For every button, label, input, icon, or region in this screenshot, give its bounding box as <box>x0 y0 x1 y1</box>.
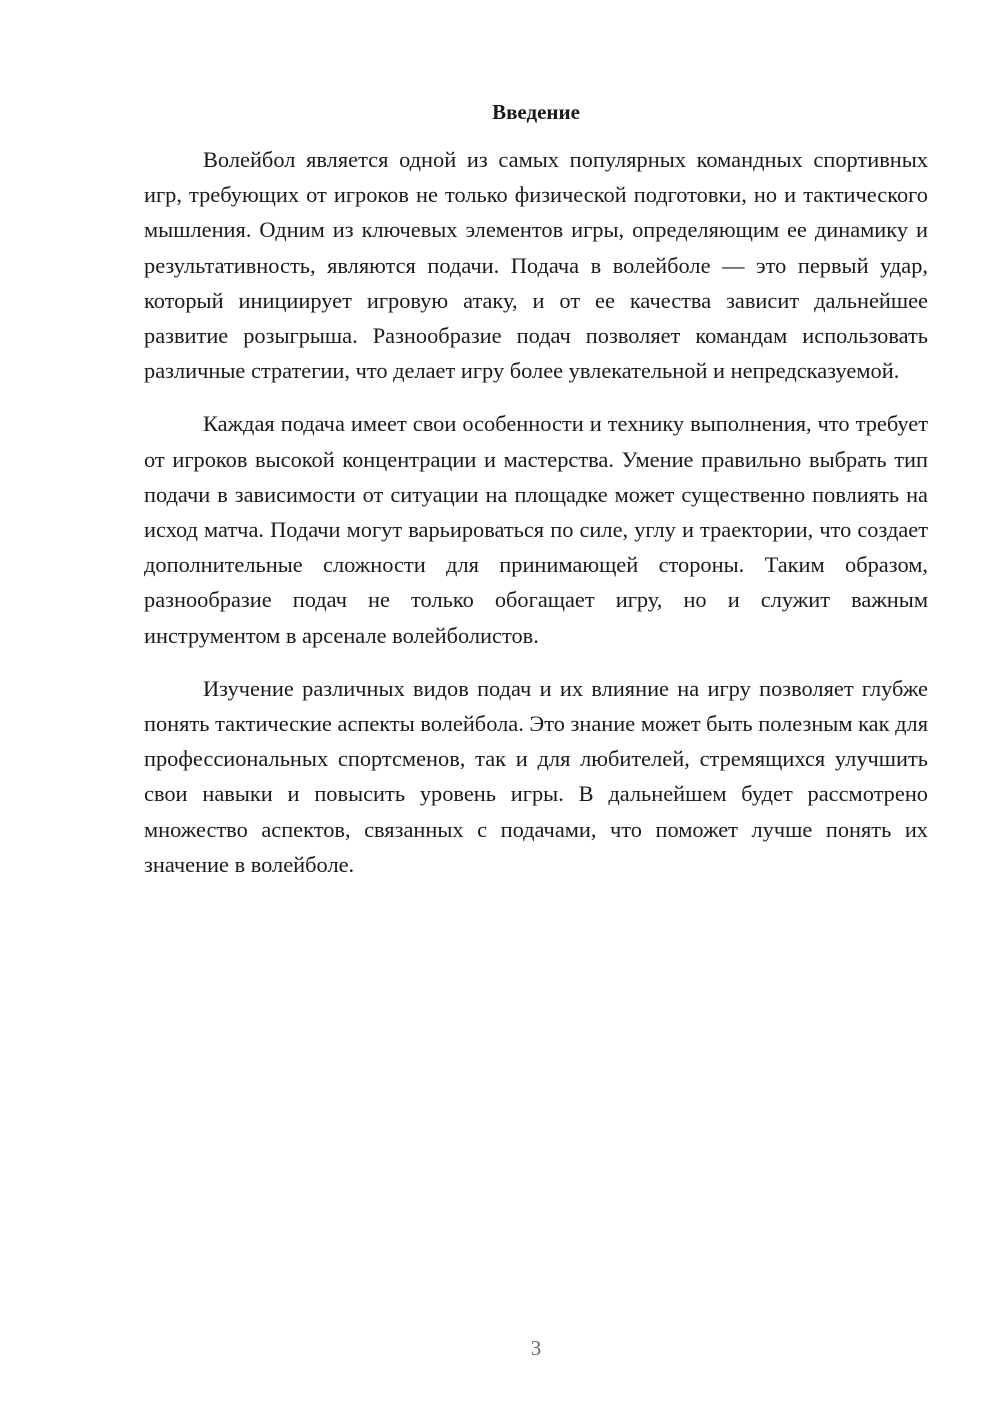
page-number: 3 <box>530 1336 542 1360</box>
paragraph: Изучение различных видов подач и их влияние на игру позволяет глубже понять тактические аспекты волейбола. Это знание может быть полезным как для профессиональных спортсменов, так и для любителей, стремящихся улучшить свои навыки и повысить уровень игры. В дальнейшем будет рассмотрено множество аспектов, связанных с подачами, что поможет лучше понять их значение в волейболе. <box>144 675 928 877</box>
body-text <box>144 142 928 900</box>
paragraph: Каждая подача имеет свои особенности и технику выполнения, что требует от игроков высокой концентрации и мастерства. Умение правильно выбрать тип подачи в зависимости от ситуации на площадке может существенно повлиять на исход матча. Подачи могут варьироваться по силе, углу и траектории, что создает дополнительные сложности для принимающей стороны. Таким образом, разнообразие подач не только обогащает игру, но и служит важным инструментом в арсенале волейболистов. <box>144 411 928 648</box>
paragraph: Волейбол является одной из самых популярных командных спортивных игр, требующих от игроков не только физической подготовки, но и тактического мышления. Одним из ключевых элементов игры, определяющим ее динамику и результативность, являются подачи. Подача в волейболе — это первый удар, который инициирует игровую атаку, и от ее качества зависит дальнейшее развитие розыгрыша. Разнообразие подач позволяет командам использовать различные стратегии, что делает игру более увлекательной и непредсказуемой. <box>144 147 928 384</box>
section-title: Введение <box>492 100 580 124</box>
